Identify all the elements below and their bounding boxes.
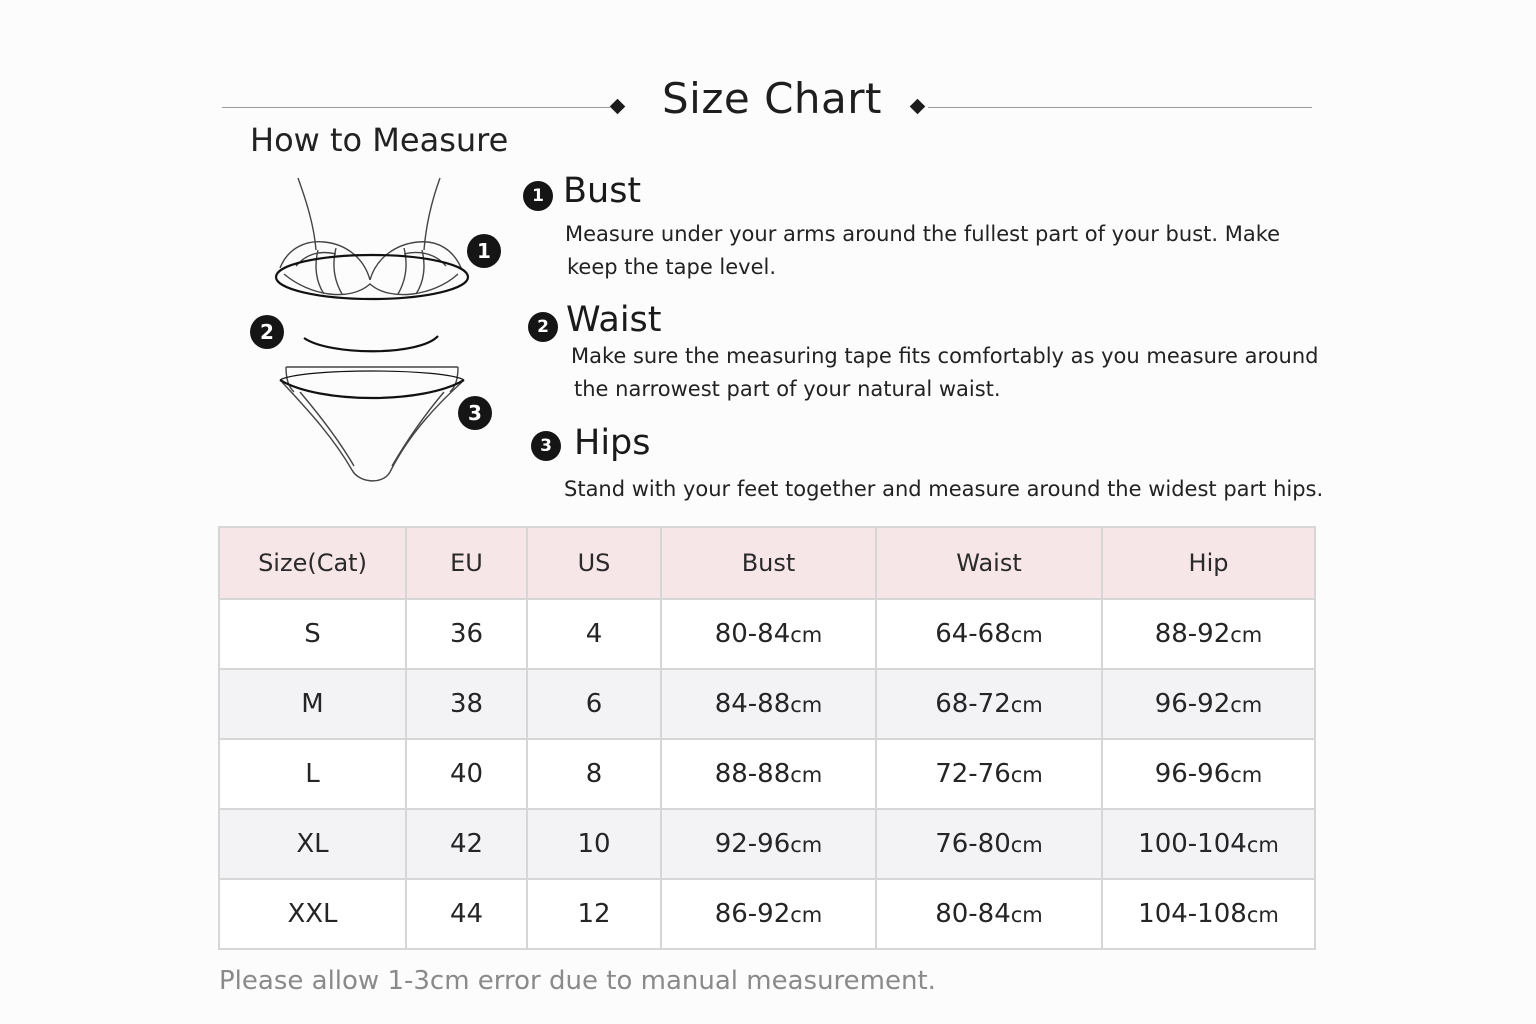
cell-waist (876, 809, 1102, 879)
figure-marker-2: 2 (250, 315, 284, 349)
cell-eu: 42 (406, 809, 527, 879)
unit-label: cm (1246, 833, 1279, 857)
diamond-right-icon (910, 99, 926, 115)
waist-value: 68-72 (935, 689, 1011, 719)
waist-value: 64-68 (935, 619, 1011, 649)
unit-label: cm (790, 903, 823, 927)
unit-label: cm (790, 833, 823, 857)
unit-label: cm (790, 693, 823, 717)
cell-us: 6 (527, 669, 661, 739)
cell-waist (876, 739, 1102, 809)
bust-value: 88-88 (714, 759, 791, 789)
table-row (219, 739, 1315, 809)
table-row (219, 809, 1315, 879)
cell-waist (876, 669, 1102, 739)
bikini-diagram-icon (240, 170, 515, 495)
cell-us: 8 (527, 739, 661, 809)
waist-number-icon: 2 (528, 312, 558, 342)
unit-label: cm (1010, 763, 1043, 787)
table-header-row (219, 527, 1315, 599)
header-hip: Hip (1102, 527, 1315, 599)
header-bust: Bust (661, 527, 876, 599)
cell-eu: 36 (406, 599, 527, 669)
hip-value: 96-92 (1154, 689, 1231, 719)
cell-us: 12 (527, 879, 661, 949)
cell-hip (1102, 879, 1315, 949)
header-rule-left (222, 107, 610, 108)
cell-hip (1102, 599, 1315, 669)
table-row (219, 879, 1315, 949)
how-to-measure-title: How to Measure (250, 121, 509, 159)
header-eu: EU (406, 527, 527, 599)
unit-label: cm (1010, 833, 1043, 857)
table-row (219, 599, 1315, 669)
waist-heading: Waist (566, 300, 662, 340)
cell-waist (876, 599, 1102, 669)
unit-label: cm (1010, 903, 1043, 927)
cell-size: XXL (219, 879, 406, 949)
header-size: Size(Cat) (219, 527, 406, 599)
unit-label: cm (1230, 693, 1263, 717)
cell-bust (661, 879, 876, 949)
bust-value: 84-88 (714, 689, 791, 719)
cell-size: M (219, 669, 406, 739)
cell-us: 10 (527, 809, 661, 879)
waist-description-line1: Make sure the measuring tape fits comfortably as you measure around (571, 344, 1319, 368)
hip-value: 100-104 (1138, 829, 1247, 859)
cell-bust (661, 599, 876, 669)
hip-value: 104-108 (1138, 899, 1247, 929)
figure-marker-3: 3 (458, 396, 492, 430)
bust-heading: Bust (563, 171, 642, 211)
hips-heading: Hips (574, 423, 651, 463)
diamond-left-icon (610, 99, 626, 115)
unit-label: cm (790, 623, 823, 647)
unit-label: cm (1230, 623, 1263, 647)
header-us: US (527, 527, 661, 599)
cell-bust (661, 809, 876, 879)
waist-value: 76-80 (935, 829, 1011, 859)
size-table (218, 526, 1316, 950)
waist-value: 80-84 (935, 899, 1011, 929)
bust-number-icon: 1 (523, 181, 553, 211)
unit-label: cm (790, 763, 823, 787)
bust-description-line2: keep the tape level. (567, 255, 777, 279)
cell-hip (1102, 809, 1315, 879)
unit-label: cm (1010, 623, 1043, 647)
cell-us: 4 (527, 599, 661, 669)
cell-eu: 38 (406, 669, 527, 739)
hips-description-line1: Stand with your feet together and measure around the widest part hips. (564, 477, 1324, 501)
waist-description-line2: the narrowest part of your natural waist. (574, 377, 1001, 401)
cell-size: XL (219, 809, 406, 879)
hip-value: 96-96 (1154, 759, 1231, 789)
unit-label: cm (1010, 693, 1043, 717)
figure-marker-1: 1 (467, 234, 501, 268)
cell-eu: 40 (406, 739, 527, 809)
cell-bust (661, 739, 876, 809)
cell-eu: 44 (406, 879, 527, 949)
cell-size: L (219, 739, 406, 809)
cell-bust (661, 669, 876, 739)
hip-value: 88-92 (1154, 619, 1231, 649)
bust-value: 92-96 (714, 829, 791, 859)
bust-value: 86-92 (714, 899, 791, 929)
header-waist: Waist (876, 527, 1102, 599)
waist-value: 72-76 (935, 759, 1011, 789)
cell-hip (1102, 739, 1315, 809)
hips-number-icon: 3 (531, 431, 561, 461)
table-row (219, 669, 1315, 739)
cell-waist (876, 879, 1102, 949)
unit-label: cm (1246, 903, 1279, 927)
page-title: Size Chart (662, 74, 882, 123)
bust-value: 80-84 (714, 619, 791, 649)
cell-size: S (219, 599, 406, 669)
header-rule-right (928, 107, 1312, 108)
bust-description-line1: Measure under your arms around the fullest part of your bust. Make (565, 222, 1281, 246)
measurement-note: Please allow 1-3cm error due to manual measurement. (219, 966, 936, 996)
cell-hip (1102, 669, 1315, 739)
unit-label: cm (1230, 763, 1263, 787)
